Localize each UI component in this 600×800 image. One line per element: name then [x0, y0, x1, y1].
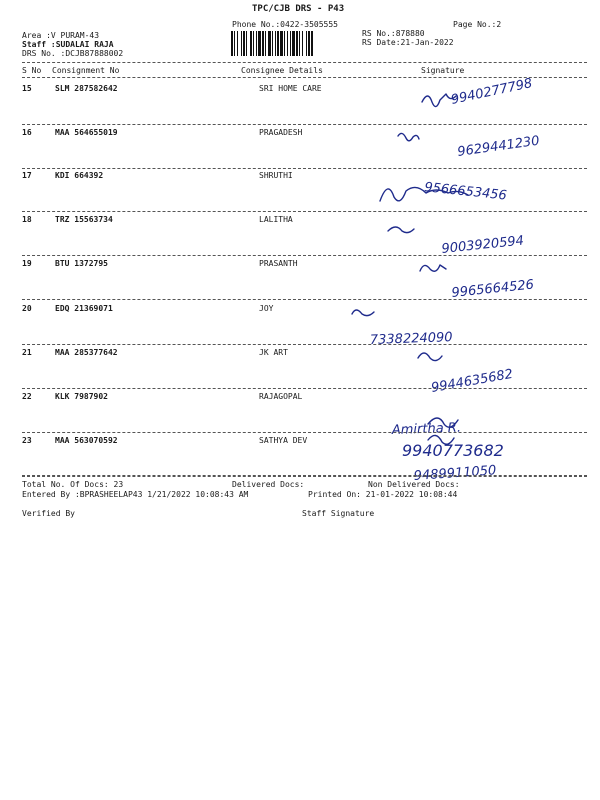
barcode-bar: [258, 31, 261, 56]
signature-stroke: [388, 227, 414, 233]
row-divider: [22, 124, 587, 125]
signature-stroke: [428, 435, 454, 444]
rs-date: RS Date:21-Jan-2022: [362, 38, 454, 47]
consignment-number: BTU 1372795: [55, 259, 108, 268]
signature-phone-text: 9965664526: [450, 277, 535, 301]
barcode-bar: [256, 31, 257, 56]
consignee-name: JOY: [259, 304, 274, 313]
handwritten-signature: [360, 304, 600, 354]
barcode-bar: [299, 31, 300, 56]
barcode-bar: [268, 31, 271, 56]
consignee-name: PRASANTH: [259, 259, 298, 268]
row-serial-number: 19: [22, 259, 32, 268]
staff-label: Staff :SUDALAI RAJA: [22, 40, 114, 49]
handwritten-signature: [360, 348, 600, 398]
barcode-bar: [231, 31, 233, 56]
barcode-bar: [265, 31, 266, 56]
row-serial-number: 21: [22, 348, 32, 357]
non-delivered-docs: Non Delivered Docs:: [368, 480, 460, 489]
signature-phone-text: 9944635682: [430, 366, 515, 396]
consignee-name: SATHYA DEV: [259, 436, 308, 445]
signature-phone-text: 9629441230: [456, 133, 541, 160]
barcode-bar: [237, 31, 238, 56]
handwritten-signature: [360, 392, 600, 460]
barcode-bar: [296, 31, 298, 56]
barcode-bar: [262, 31, 264, 56]
signature-phone-text: 7338224090: [369, 330, 453, 348]
rs-number: RS No.:878880: [362, 29, 425, 38]
row-serial-number: 23: [22, 436, 32, 445]
signature-phone-text-2: 9940773682: [402, 441, 504, 460]
barcode-bar: [311, 31, 313, 56]
entered-by: Entered By :BPRASHEELAP43 1/21/2022 10:08:43 AM: [22, 490, 249, 499]
header-divider-bottom: [22, 77, 587, 78]
page-number: Page No.:2: [453, 20, 502, 29]
header-divider-top: [22, 62, 587, 63]
barcode-bar: [246, 31, 247, 56]
row-divider: [22, 299, 587, 300]
barcode-bar: [241, 31, 242, 56]
handwritten-signature: [360, 76, 600, 134]
signature-stroke: [398, 133, 419, 140]
consignment-number: SLM 287582642: [55, 84, 118, 93]
phone-number: Phone No.:0422-3505555: [232, 20, 338, 29]
consignment-number: MAA 285377642: [55, 348, 118, 357]
row-divider: [22, 255, 587, 256]
row-serial-number: 16: [22, 128, 32, 137]
row-divider: [22, 344, 587, 345]
row-serial-number: 22: [22, 392, 32, 401]
handwritten-signature: [360, 436, 600, 486]
column-header-consignment: Consignment No: [52, 66, 120, 75]
barcode-bar: [308, 31, 310, 56]
column-header-sno: S No: [22, 66, 42, 75]
signature-phone-text: 9566653456: [423, 180, 508, 204]
area-label: Area :V PURAM-43: [22, 31, 100, 40]
column-header-consignee: Consignee Details: [241, 66, 323, 75]
barcode-bar: [277, 31, 279, 56]
barcode-bar: [284, 31, 285, 56]
barcode-bar: [287, 31, 288, 56]
delivered-docs: Delivered Docs:: [232, 480, 305, 489]
barcode-bar: [243, 31, 245, 56]
barcode-bar: [290, 31, 291, 56]
row-serial-number: 18: [22, 215, 32, 224]
row-serial-number: 20: [22, 304, 32, 313]
barcode-bar: [302, 31, 303, 56]
consignment-number: EDQ 21369071: [55, 304, 113, 313]
column-header-signature: Signature: [421, 66, 465, 75]
barcode-bar: [234, 31, 235, 56]
row-divider: [22, 388, 587, 389]
signature-phone-text: 9003920594: [440, 233, 525, 257]
barcode-bar: [306, 31, 307, 56]
signature-phone-text: Amirtha R.: [391, 420, 462, 438]
staff-signature: Staff Signature: [302, 509, 375, 518]
row-divider: [22, 432, 587, 433]
barcode-image: [231, 31, 355, 56]
consignment-number: MAA 563070592: [55, 436, 118, 445]
consignee-name: JK ART: [259, 348, 288, 357]
signature-stroke: [420, 265, 446, 271]
barcode-bar: [253, 31, 254, 56]
barcode-bar: [280, 31, 283, 56]
signature-phone-text: 9940277798: [449, 76, 534, 108]
consignment-number: TRZ 15563734: [55, 215, 113, 224]
barcode-bar: [272, 31, 273, 56]
handwritten-signature: [360, 259, 600, 309]
consignee-name: SHRUTHI: [259, 171, 293, 180]
consignee-name: RAJAGOPAL: [259, 392, 303, 401]
signature-stroke: [352, 310, 374, 316]
handwritten-signature: [360, 215, 600, 265]
consignment-number: MAA 564655019: [55, 128, 118, 137]
row-divider: [22, 476, 587, 477]
consignment-number: KLK 7987902: [55, 392, 108, 401]
verified-by: Verified By: [22, 509, 75, 518]
row-divider: [22, 211, 587, 212]
row-serial-number: 15: [22, 84, 32, 93]
signature-stroke: [418, 353, 442, 361]
row-divider: [22, 168, 587, 169]
handwritten-signature: [360, 171, 600, 221]
consignee-name: LALITHA: [259, 215, 293, 224]
drs-number: DRS No. :DCJB87888002: [22, 49, 124, 58]
total-docs: Total No. Of Docs: 23: [22, 480, 124, 489]
consignee-name: SRI HOME CARE: [259, 84, 322, 93]
barcode-bar: [292, 31, 295, 56]
printed-on: Printed On: 21-01-2022 10:08:44: [308, 490, 458, 499]
consignment-number: KDI 664392: [55, 171, 104, 180]
document-title: TPC/CJB DRS - P43: [252, 4, 345, 14]
consignee-name: PRAGADESH: [259, 128, 303, 137]
barcode-bar: [250, 31, 252, 56]
row-serial-number: 17: [22, 171, 32, 180]
footer-divider: [22, 475, 587, 476]
barcode-bar: [275, 31, 276, 56]
signature-phone-text: 9489911050: [413, 463, 497, 484]
